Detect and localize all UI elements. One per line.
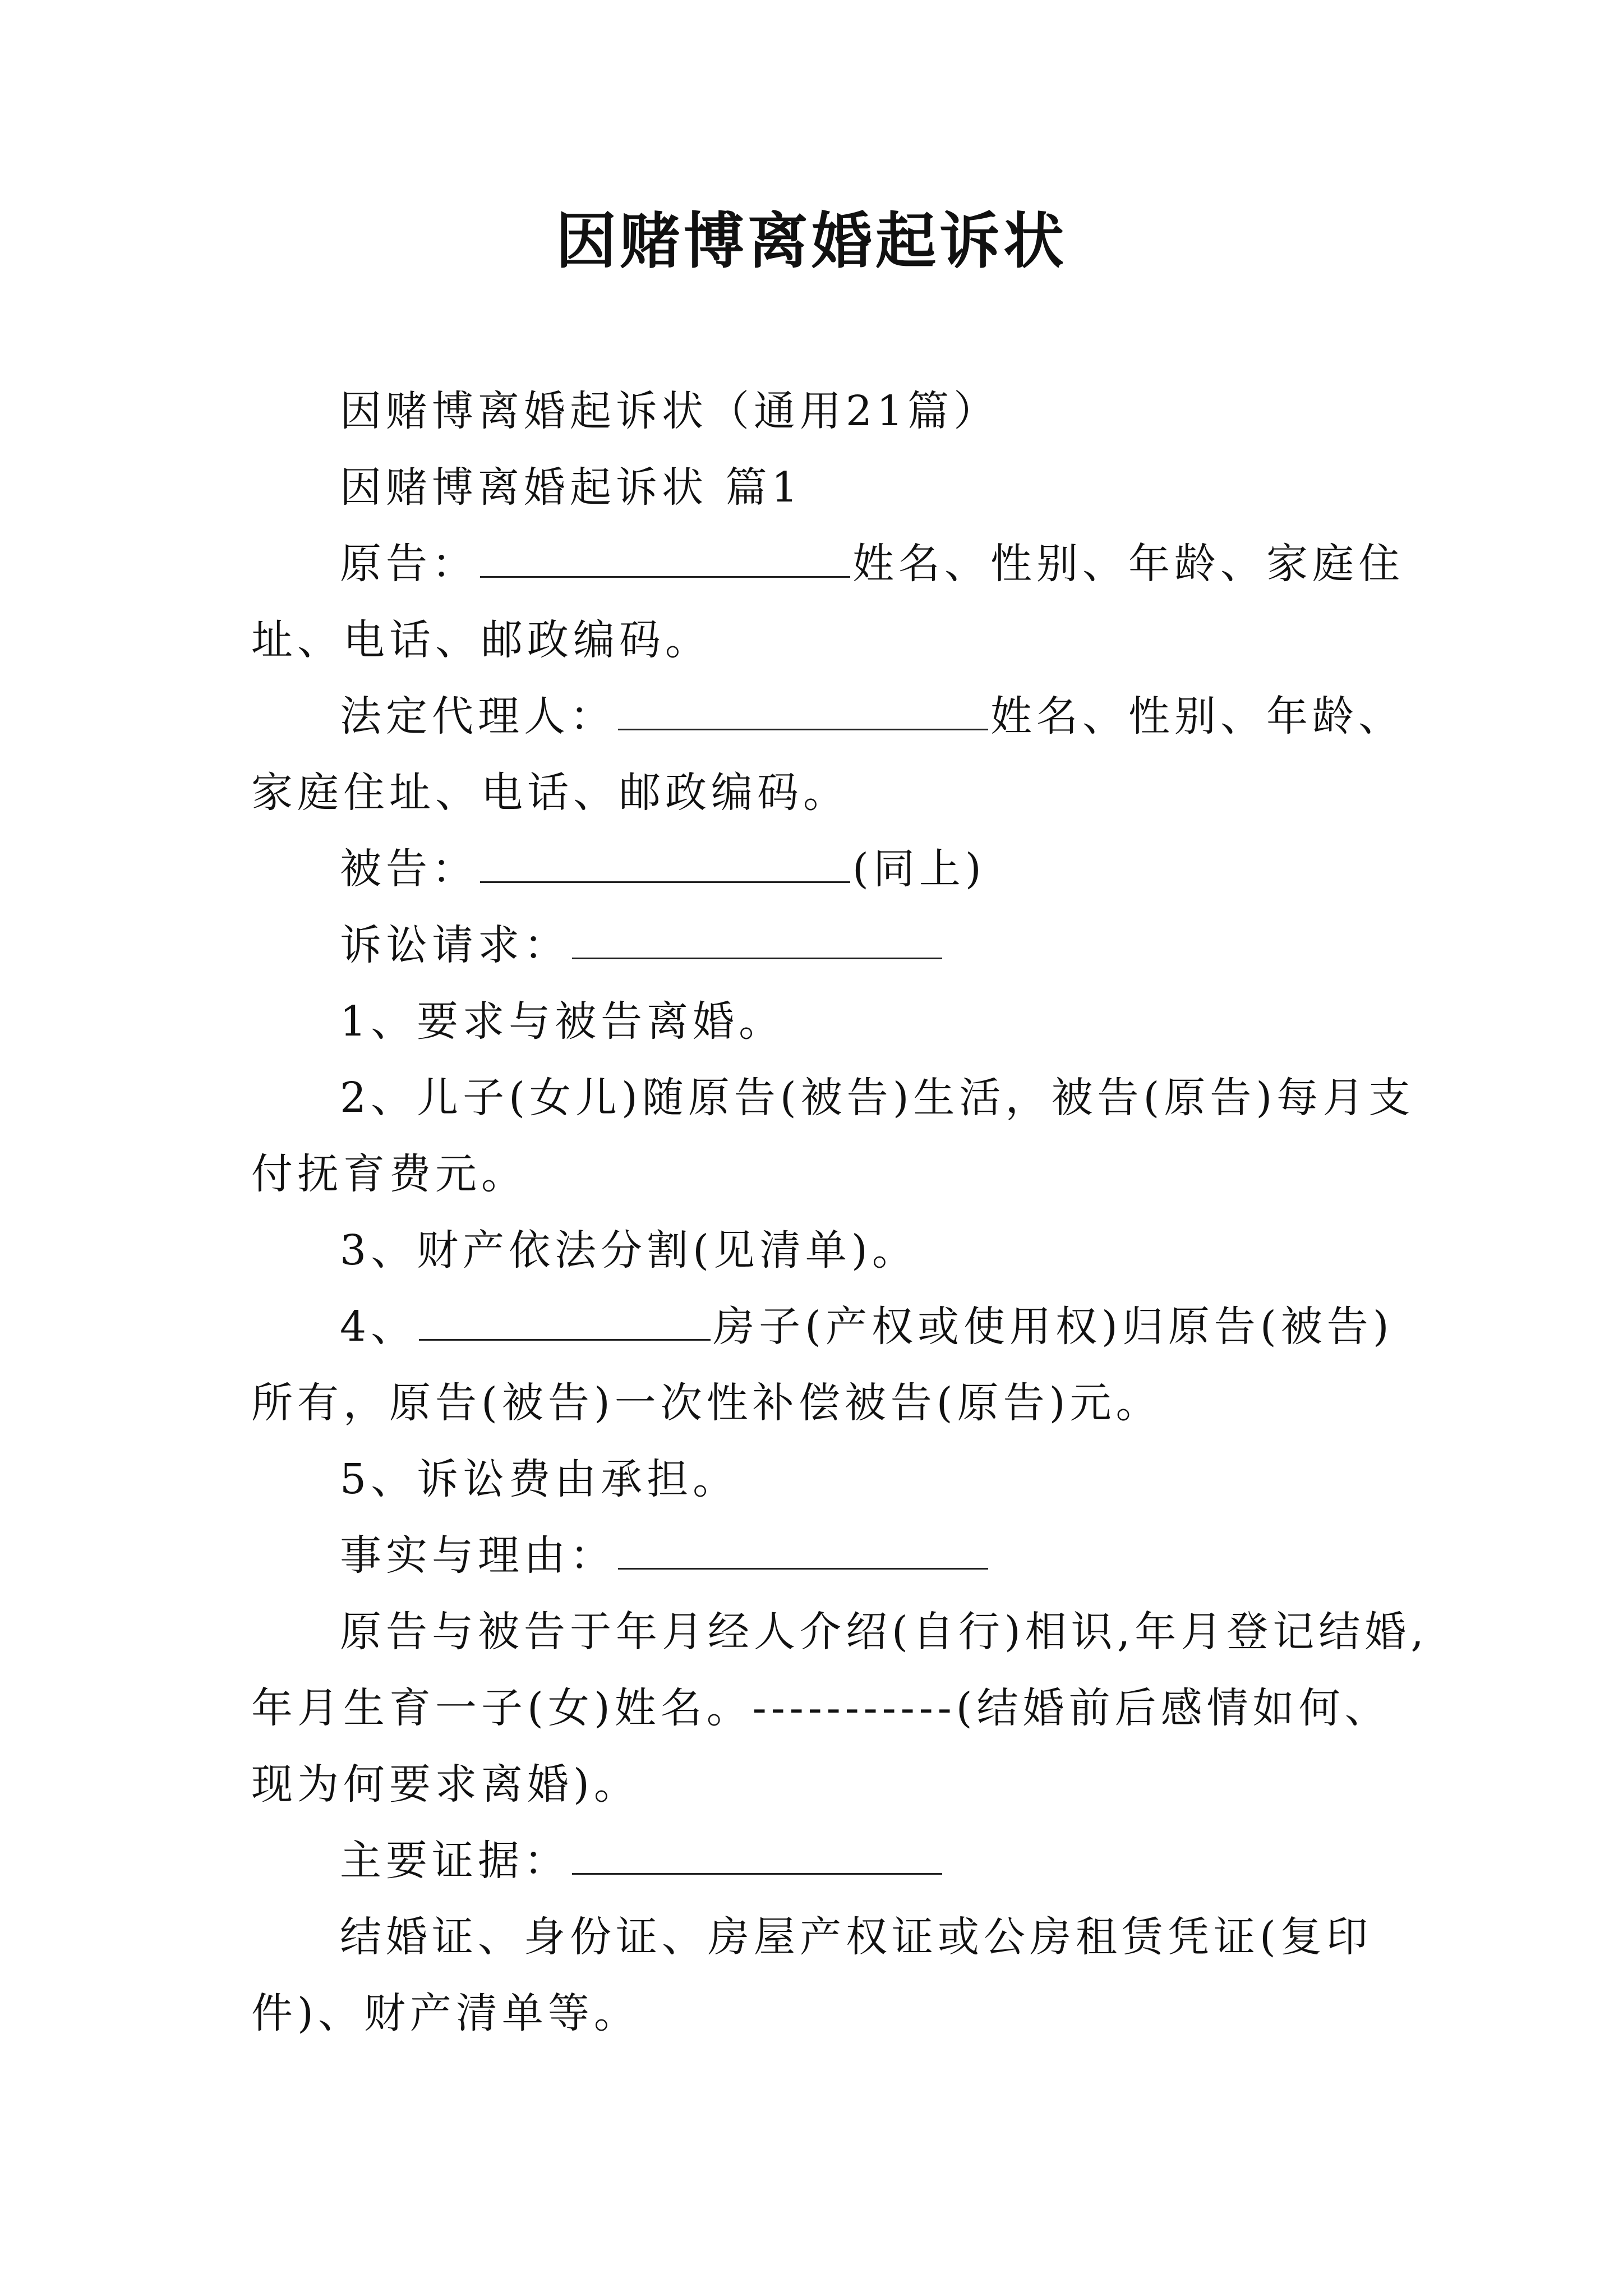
document-body (251, 373, 1429, 2051)
legal-representative-details: 姓名、性别、年龄、家庭住址、电话、邮政编码。 (251, 692, 1404, 817)
claim-4-blank-line (419, 1297, 711, 1341)
paragraph-evidence: 结婚证、身份证、房屋产权证或公房租赁凭证(复印件)、财产清单等。 (251, 1913, 1372, 2037)
claims-label: 诉讼请求： (340, 921, 570, 969)
claim-4-number: 4、 (340, 1303, 417, 1351)
paragraph-claim-2: 2、儿子(女儿)随原告(被告)生活，被告(原告)每月支付抚育费元。 (251, 1074, 1415, 1198)
paragraph-claim-1: 1、要求与被告离婚。 (340, 997, 785, 1046)
plaintiff-blank-line (480, 535, 850, 578)
paragraph-defendant (251, 831, 1429, 907)
evidence-label: 主要证据： (340, 1837, 570, 1885)
paragraph-facts-heading (251, 1517, 1429, 1594)
evidence-blank-line (572, 1832, 942, 1875)
document-title: 因赌博离婚起诉状 (555, 206, 1067, 277)
claim-4-text: 房子(产权或使用权)归原告(被告)所有，原告(被告)一次性补偿被告(原告)元。 (251, 1303, 1394, 1427)
paragraph-claim-3: 3、财产依法分割(见清单)。 (340, 1226, 918, 1274)
defendant-details: (同上) (852, 845, 986, 893)
paragraph-legal-representative (251, 678, 1429, 831)
defendant-blank-line (480, 840, 850, 883)
paragraph-claim-5: 5、诉讼费由承担。 (340, 1455, 739, 1503)
facts-label: 事实与理由： (340, 1531, 616, 1580)
claims-blank-line (572, 916, 942, 959)
plaintiff-details: 姓名、性别、年龄、家庭住址、电话、邮政编码。 (251, 540, 1404, 664)
plaintiff-label: 原告： (340, 540, 478, 588)
paragraph-subtitle: 因赌博离婚起诉状（通用21篇） (340, 387, 1000, 435)
paragraph-claims-heading (251, 907, 1429, 983)
paragraph-facts: 原告与被告于年月经人介绍(自行)相识,年月登记结婚,年月生育一子(女)姓名。-----------(结婚前后感情如何、现为何要求离婚)。 (251, 1608, 1428, 1809)
paragraph-section-heading: 因赌博离婚起诉状 篇1 (340, 463, 803, 512)
legal-representative-blank-line (618, 687, 988, 730)
legal-representative-label: 法定代理人： (340, 692, 616, 740)
defendant-label: 被告： (340, 845, 478, 893)
paragraph-plaintiff (251, 526, 1429, 678)
facts-blank-line (618, 1526, 988, 1570)
paragraph-claim-4 (251, 1289, 1429, 1441)
paragraph-evidence-heading (251, 1823, 1429, 1899)
